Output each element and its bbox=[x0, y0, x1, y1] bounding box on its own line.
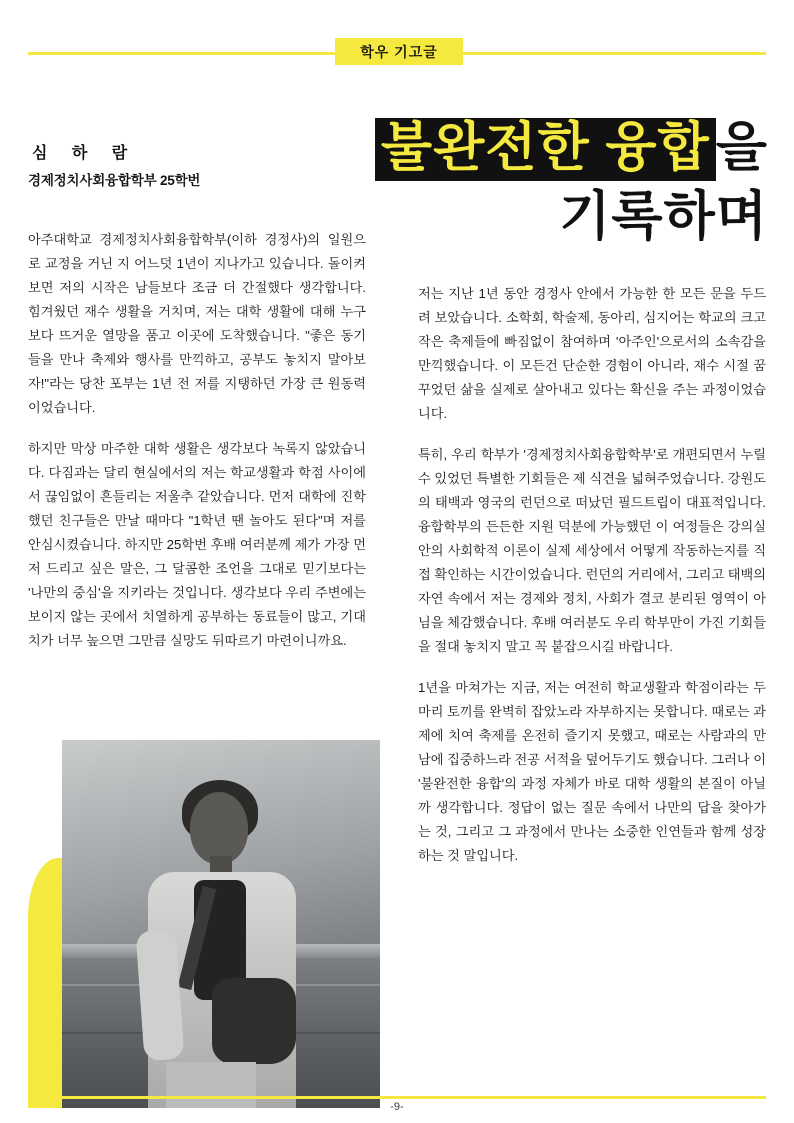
page-title bbox=[375, 118, 768, 248]
paragraph: 하지만 막상 마주한 대학 생활은 생각보다 녹록지 않았습니다. 다짐과는 달리 현실에서의 저는 학교생활과 학점 사이에서 끊임없이 흔들리는 저울추 같았습니다. 먼저 대학에 진학했던 친구들은 만날 때마다 "1학년 땐 놀아도 된다"며 저를 안심시켰습니다. 하지만 25학번 후배 여러분께 제가 가장 먼저 드리고 싶은 말은, 그 달콤한 조언을 그대로 믿기보다는 '나만의 중심'을 지키라는 것입니다. 생각보다 우리 주변에는 보이지 않는 곳에서 치열하게 공부하는 동료들이 많고, 기대치가 너무 높으면 그만큼 실망도 뒤따르기 마련이니까요. bbox=[28, 441, 366, 649]
bottom-divider bbox=[28, 1096, 766, 1099]
headline-line-2 bbox=[375, 186, 768, 249]
paragraph: 1년을 마쳐가는 지금, 저는 여전히 학교생활과 학점이라는 두 마리 토끼를 완벽히 잡았노라 자부하지는 못합니다. 때로는 과제에 치여 축제를 온전히 즐기지 못했고, 때로는 사람과의 만남에 집중하느라 전공 서적을 덮어두기도 했습니다. 그러나 이 '불완전한 융합'의 과정 자체가 바로 대학 생활의 본질이 아닐까 생각합니다. 정답이 없는 질문 속에서 나만의 답을 찾아가는 것, 그리고 그 과정에서 만나는 소중한 인연들과 함께 성장하는 것 말입니다. bbox=[418, 680, 766, 864]
article-photo bbox=[28, 740, 380, 1108]
article-column-right bbox=[418, 282, 766, 885]
article-column-left bbox=[28, 228, 366, 670]
paragraph: 저는 지난 1년 동안 경정사 안에서 가능한 한 모든 문을 두드려 보았습니다. 소학회, 학술제, 동아리, 심지어는 학교의 크고 작은 축제들에 빠짐없이 참여하며 '아주인'으로서의 소속감을 만끽했습니다. 이 모든건 단순한 경험이 아니라, 재수 시절 꿈꾸었던 삶을 실제로 살아내고 있다는 확신을 주는 과정이었습니다. bbox=[418, 286, 766, 422]
headline-suffix: 을 bbox=[715, 118, 768, 177]
page-number: -9- bbox=[390, 1101, 404, 1113]
headline-line-1 bbox=[375, 118, 768, 181]
paragraph: 아주대학교 경제정치사회융합학부(이하 경정사)의 일원으로 교정을 거닌 지 어느덧 1년이 지나가고 있습니다. 돌이켜보면 저의 시작은 남들보다 조금 더 간절했다 생각합니다. 힘겨웠던 재수 생활을 거치며, 저는 대학 생활에 대해 누구보다 뜨거운 열망을 품고 이곳에 도착했습니다. "좋은 동기들을 만나 축제와 행사를 만끽하고, 공부도 놓치지 말아보자!"라는 당찬 포부는 1년 전 저를 지탱하던 가장 큰 원동력이었습니다. bbox=[28, 232, 366, 416]
headline-line-2-text: 기록하며 bbox=[559, 186, 768, 246]
author-block bbox=[28, 140, 268, 189]
section-banner-label: 학우 기고글 bbox=[360, 43, 438, 60]
section-banner bbox=[335, 38, 463, 65]
photo-image bbox=[62, 740, 380, 1108]
author-name: 심 하 람 bbox=[32, 145, 138, 162]
paragraph: 특히, 우리 학부가 '경제정치사회융합학부'로 개편되면서 누릴 수 있었던 특별한 기회들은 제 식견을 넓혀주었습니다. 강원도의 태백과 영국의 런던으로 떠났던 필드트립이 대표적입니다. 융합학부의 든든한 지원 덕분에 가능했던 이 여정들은 강의실 안의 사회학적 이론이 실제 세상에서 어떻게 작동하는지를 직접 확인하는 시간이었습니다. 런던의 거리에서, 그리고 태백의 자연 속에서 저는 경제와 정치, 사회가 결코 분리된 영역이 아님을 체감했습니다. 후배 여러분도 우리 학부만이 가진 기회들을 절대 놓치지 말고 꼭 붙잡으시길 바랍니다. bbox=[418, 447, 766, 655]
photo-person-head bbox=[190, 792, 248, 864]
photo-person-bag bbox=[212, 978, 296, 1064]
headline-highlight: 불완전한 융합 bbox=[375, 118, 716, 181]
author-department: 경제정치사회융합학부 25학번 bbox=[28, 173, 201, 188]
